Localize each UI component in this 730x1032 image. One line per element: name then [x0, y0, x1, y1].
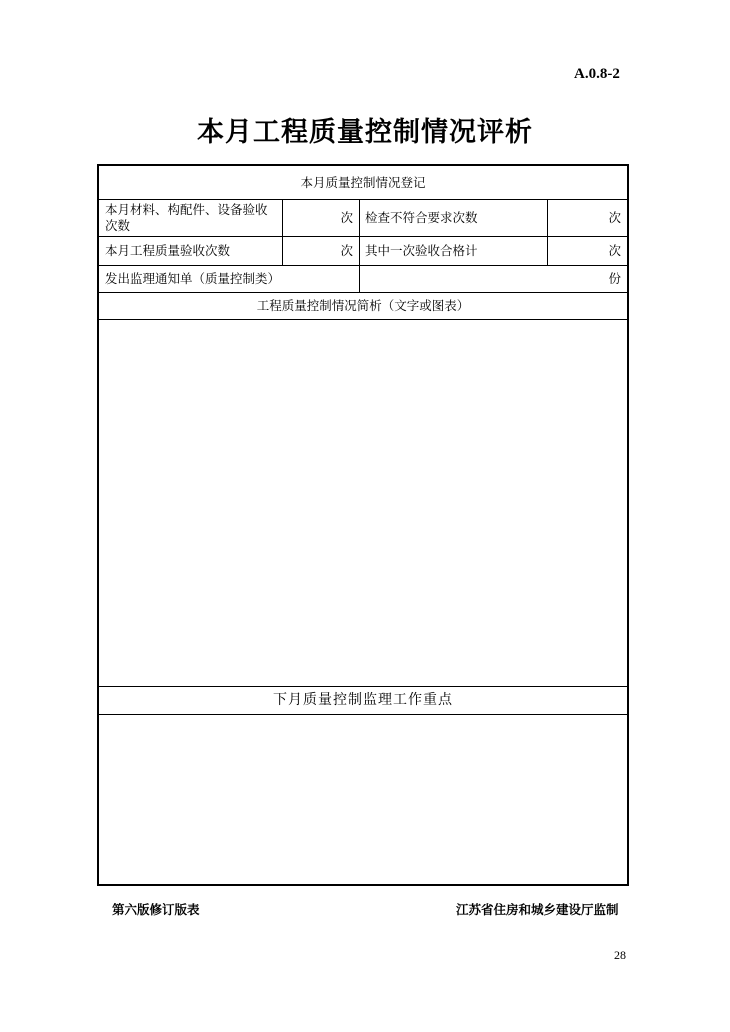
footer-issuer: 江苏省住房和城乡建设厅监制	[456, 902, 619, 917]
supervision-notice-label: 发出监理通知单（质量控制类）	[105, 270, 281, 286]
next-month-focus-header: 下月质量控制监理工作重点	[273, 692, 453, 708]
analysis-header: 工程质量控制情况简析（文字或图表）	[256, 297, 470, 313]
first-pass-count-label: 其中一次验收合格计	[365, 242, 478, 258]
quality-acceptance-count-label: 本月工程质量验收次数	[105, 242, 231, 258]
supervision-notice-count-field[interactable]: 份	[608, 270, 621, 286]
materials-inspection-count-label: 本月材料、构配件、设备验收次数	[105, 201, 268, 233]
form-code: A.0.8-2	[574, 66, 620, 82]
form-table	[97, 164, 629, 886]
page-title: 本月工程质量控制情况评析	[197, 117, 533, 148]
registration-header: 本月质量控制情况登记	[300, 174, 426, 190]
noncompliant-count-field[interactable]: 次	[608, 209, 621, 225]
materials-inspection-count-field[interactable]: 次	[340, 209, 353, 225]
noncompliant-count-label: 检查不符合要求次数	[365, 209, 478, 225]
analysis-content-area[interactable]	[99, 320, 627, 686]
quality-acceptance-count-field[interactable]: 次	[340, 242, 353, 258]
footer-edition: 第六版修订版表	[112, 902, 200, 917]
page-number: 28	[614, 948, 626, 962]
next-month-focus-content-area[interactable]	[99, 715, 627, 884]
first-pass-count-field[interactable]: 次	[608, 242, 621, 258]
